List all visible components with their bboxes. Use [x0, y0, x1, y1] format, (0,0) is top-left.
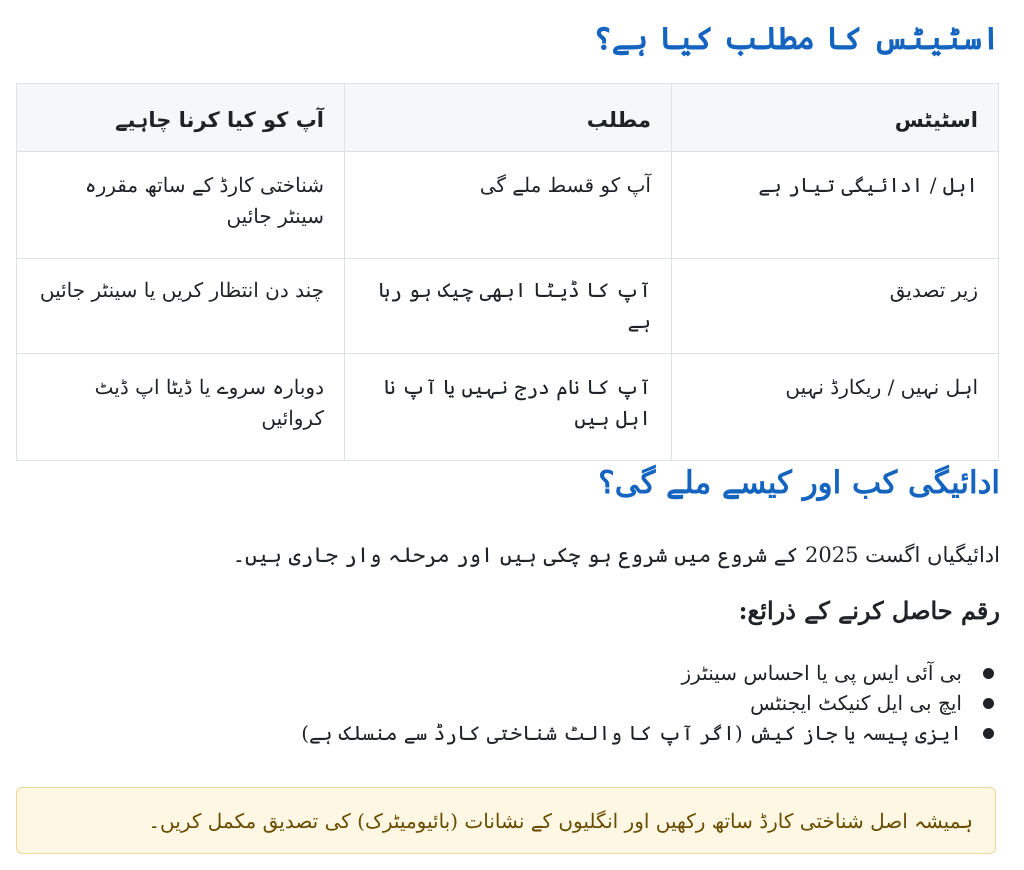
column-header-status: اسٹیٹس: [672, 84, 999, 152]
table-row: [17, 258, 999, 353]
table-row: [17, 151, 999, 258]
bullet-icon: [983, 698, 994, 709]
column-header-meaning: مطلب: [345, 84, 672, 152]
action-cell: چند دن انتظار کریں یا سینٹر جائیں: [17, 258, 345, 353]
action-cell: دوبارہ سروے یا ڈیٹا اپ ڈیٹ کروائیں: [17, 353, 345, 460]
list-item-label: ایچ بی ایل کنیکٹ ایجنٹس: [750, 691, 962, 715]
list-item-label: ایزی پیسہ یا جاز کیش (اگر آپ کا والٹ شناختی کارڈ سے منسلک ہے): [301, 721, 962, 745]
list-item: [301, 688, 1000, 718]
status-cell: اہل / ادائیگی تیار ہے: [672, 151, 999, 258]
table-row: [17, 353, 999, 460]
table-header-row: [17, 84, 999, 152]
biometric-note-box: [16, 787, 996, 854]
bullet-icon: [983, 728, 994, 739]
payment-section-title: ادائیگی کب اور کیسے ملے گی؟: [598, 465, 1000, 501]
status-cell: اہل نہیں / ریکارڈ نہیں: [672, 353, 999, 460]
column-header-action: آپ کو کیا کرنا چاہیے: [17, 84, 345, 152]
payment-methods-list: [301, 658, 1000, 748]
list-item: [301, 658, 1000, 688]
payment-methods-heading: رقم حاصل کرنے کے ذرائع:: [738, 596, 1000, 625]
biometric-note-text: ہمیشہ اصل شناختی کارڈ ساتھ رکھیں اور انگلیوں کے نشانات (بائیومیٹرک) کی تصدیق مکمل کریں۔: [148, 808, 973, 833]
meaning-cell: آپ کو قسط ملے گی: [345, 151, 672, 258]
meaning-cell: آپ کا ڈیٹا ابھی چیک ہو رہا ہے: [345, 258, 672, 353]
action-cell: شناختی کارڈ کے ساتھ مقررہ سینٹر جائیں: [17, 151, 345, 258]
list-item: [301, 718, 1000, 748]
status-table: [16, 83, 999, 461]
meaning-cell: آپ کا نام درج نہیں یا آپ نا اہل ہیں: [345, 353, 672, 460]
list-item-label: بی آئی ایس پی یا احساس سینٹرز: [681, 661, 962, 685]
status-cell: زیر تصدیق: [672, 258, 999, 353]
payment-intro-text: ادائیگیاں اگست 2025 کے شروع میں شروع ہو چکی ہیں اور مرحلہ وار جاری ہیں۔: [232, 543, 1000, 567]
bullet-icon: [983, 668, 994, 679]
status-section-title: اسٹیٹس کا مطلب کیا ہے؟: [593, 21, 1000, 57]
